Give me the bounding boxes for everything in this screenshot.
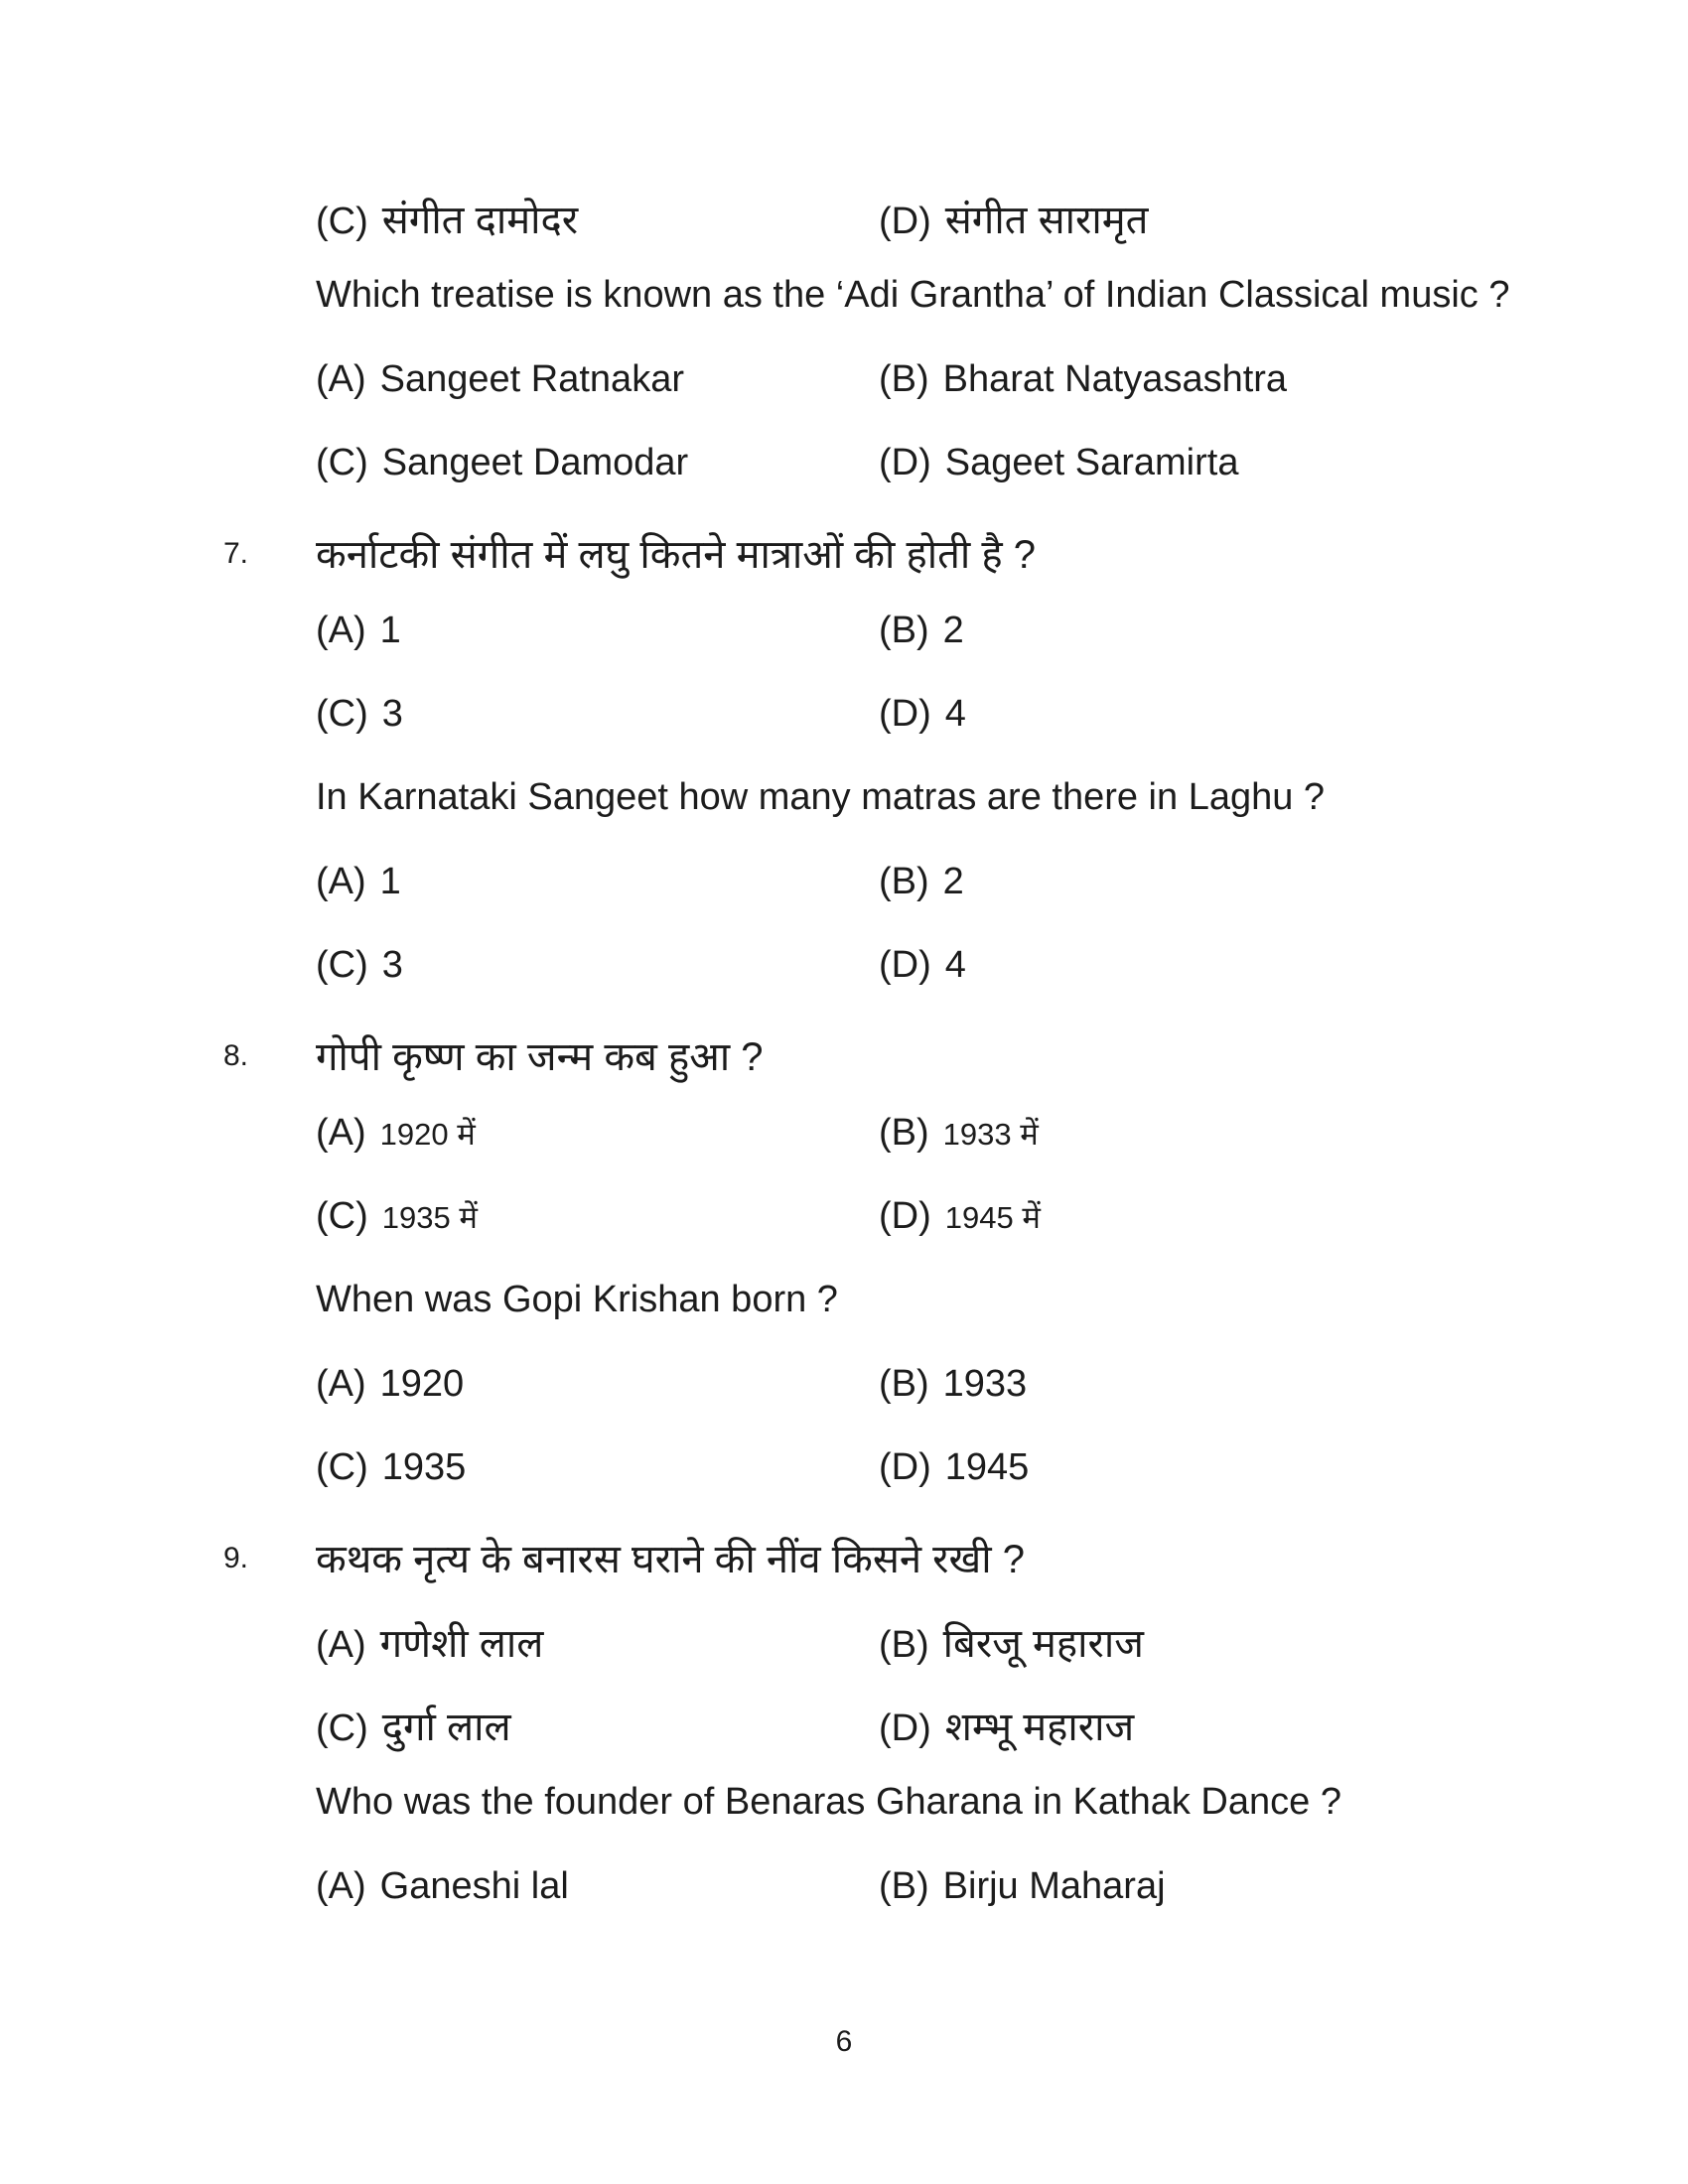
option-label: (B): [879, 1624, 929, 1666]
q8-hindi-options-cd-row: [0, 1195, 1688, 1259]
q7-english-options-cd-row: [0, 944, 1688, 1008]
q9-english-question-row: [0, 1781, 1688, 1844]
option-text: 1945: [944, 1446, 1030, 1488]
option-text: 1935: [381, 1446, 467, 1488]
page-number: 6: [835, 2025, 853, 2058]
q9-hindi-option-c: [316, 1698, 511, 1752]
option-text: 3: [381, 944, 403, 986]
q6-english-options-ab-row: [0, 358, 1688, 422]
option-text: 4: [944, 944, 966, 986]
q8-hindi-option-a: [316, 1112, 476, 1155]
question-number: 8.: [223, 1039, 249, 1072]
option-label: (A): [316, 1363, 366, 1405]
option-text: Ganeshi lal: [379, 1865, 569, 1907]
q7-english-option-c: [316, 944, 403, 987]
q6-english-option-c: [316, 442, 688, 484]
option-label: (A): [316, 1865, 366, 1907]
option-text: 1920 में: [379, 1117, 476, 1152]
option-text: Birju Maharaj: [942, 1865, 1166, 1907]
option-label: (D): [879, 1195, 931, 1237]
option-label: (B): [879, 861, 929, 902]
option-text: Bharat Natyasashtra: [942, 358, 1288, 400]
option-label: (D): [879, 944, 931, 986]
option-label: (D): [879, 442, 931, 483]
q6-english-option-a: [316, 358, 684, 401]
q8-hindi-option-d: [879, 1195, 1041, 1238]
option-label: (D): [879, 1446, 931, 1488]
option-label: (D): [879, 201, 931, 242]
q7-english-options-ab-row: [0, 861, 1688, 924]
option-label: (C): [316, 442, 368, 483]
q9-hindi-question-text: कथक नृत्य के बनारस घराने की नींव किसने रखी ?: [316, 1538, 1025, 1581]
option-label: (C): [316, 1707, 368, 1749]
option-text: 2: [942, 861, 964, 902]
q7-hindi-option-a: [316, 610, 401, 652]
option-label: (B): [879, 1363, 929, 1405]
option-label: (C): [316, 1195, 368, 1237]
option-label: (A): [316, 610, 366, 651]
option-label: (A): [316, 861, 366, 902]
q9-hindi-question-row: [0, 1530, 1688, 1593]
q9-english-option-a: [316, 1865, 569, 1908]
q7-english-option-a: [316, 861, 401, 903]
option-text: Sangeet Damodar: [381, 442, 689, 483]
question-number: 7.: [223, 537, 249, 570]
option-text: Sageet Saramirta: [944, 442, 1239, 483]
option-label: (C): [316, 693, 368, 735]
q7-hindi-options-cd-row: [0, 693, 1688, 756]
q9-hindi-options-ab-row: [0, 1614, 1688, 1678]
option-text: दुर्गा लाल: [381, 1706, 511, 1749]
option-text: गणेशी लाल: [379, 1622, 544, 1666]
q7-english-option-b: [879, 861, 964, 903]
option-text: 3: [381, 693, 403, 735]
option-label: (C): [316, 1446, 368, 1488]
option-text: 1935 में: [381, 1200, 478, 1235]
q7-hindi-question-text: कर्नाटकी संगीत में लघु कितने मात्राओं की होती है ?: [316, 533, 1036, 577]
option-text: 1: [379, 861, 401, 902]
q7-hindi-question-row: [0, 525, 1688, 589]
q8-english-option-d: [879, 1446, 1029, 1489]
option-text: 1920: [379, 1363, 465, 1405]
option-text: 1933 में: [942, 1117, 1039, 1152]
q6-english-question-text: Which treatise is known as the ‘Adi Grantha’ of Indian Classical music ?: [316, 274, 1510, 316]
q8-hindi-option-b: [879, 1112, 1039, 1155]
option-label: (B): [879, 1865, 929, 1907]
q8-hindi-question-text: गोपी कृष्ण का जन्म कब हुआ ?: [316, 1035, 764, 1079]
option-text: 1: [379, 610, 401, 651]
q9-hindi-options-cd-row: [0, 1698, 1688, 1761]
q8-english-options-ab-row: [0, 1363, 1688, 1427]
option-text: 2: [942, 610, 964, 651]
q9-hindi-option-b: [879, 1614, 1144, 1669]
option-text: Sangeet Ratnakar: [379, 358, 684, 400]
q7-english-question-row: [0, 776, 1688, 840]
q8-hindi-options-ab-row: [0, 1112, 1688, 1175]
q7-hindi-option-c: [316, 693, 403, 736]
q8-english-question-row: [0, 1279, 1688, 1342]
option-text: संगीत सारामृत: [944, 199, 1149, 242]
q9-hindi-option-d: [879, 1698, 1134, 1752]
q7-hindi-option-d: [879, 693, 966, 736]
q6-english-option-b: [879, 358, 1287, 401]
q7-english-question-text: In Karnataki Sangeet how many matras are there in Laghu ?: [316, 776, 1326, 818]
option-label: (B): [879, 358, 929, 400]
q6-english-question-row: [0, 274, 1688, 338]
option-label: (D): [879, 1707, 931, 1749]
q6-hindi-option-d: [879, 191, 1148, 245]
option-text: 1945 में: [944, 1200, 1041, 1235]
option-text: बिरजू महाराज: [942, 1622, 1144, 1666]
q8-english-option-b: [879, 1363, 1027, 1406]
q6-english-option-d: [879, 442, 1238, 484]
q7-english-option-d: [879, 944, 966, 987]
option-label: (D): [879, 693, 931, 735]
q8-english-option-c: [316, 1446, 466, 1489]
option-label: (C): [316, 201, 368, 242]
option-text: 4: [944, 693, 966, 735]
option-label: (A): [316, 358, 366, 400]
q6-hindi-option-c: [316, 191, 578, 245]
q8-hindi-option-c: [316, 1195, 478, 1238]
q6-english-options-cd-row: [0, 442, 1688, 505]
option-text: शम्भू महाराज: [944, 1706, 1135, 1749]
option-label: (A): [316, 1624, 366, 1666]
q9-english-options-ab-row: [0, 1865, 1688, 1929]
option-text: 1933: [942, 1363, 1028, 1405]
option-label: (A): [316, 1112, 366, 1154]
q9-hindi-option-a: [316, 1614, 543, 1669]
q7-hindi-option-b: [879, 610, 964, 652]
option-label: (B): [879, 610, 929, 651]
q9-english-question-text: Who was the founder of Benaras Gharana in Kathak Dance ?: [316, 1781, 1341, 1823]
question-number: 9.: [223, 1542, 249, 1574]
q8-english-question-text: When was Gopi Krishan born ?: [316, 1279, 838, 1320]
q8-english-option-a: [316, 1363, 464, 1406]
q6-hindi-options-cd-row: [0, 191, 1688, 254]
q8-hindi-question-row: [0, 1027, 1688, 1091]
option-label: (B): [879, 1112, 929, 1154]
q7-hindi-options-ab-row: [0, 610, 1688, 673]
q8-english-options-cd-row: [0, 1446, 1688, 1510]
option-text: संगीत दामोदर: [381, 199, 579, 242]
option-label: (C): [316, 944, 368, 986]
q9-english-option-b: [879, 1865, 1166, 1908]
